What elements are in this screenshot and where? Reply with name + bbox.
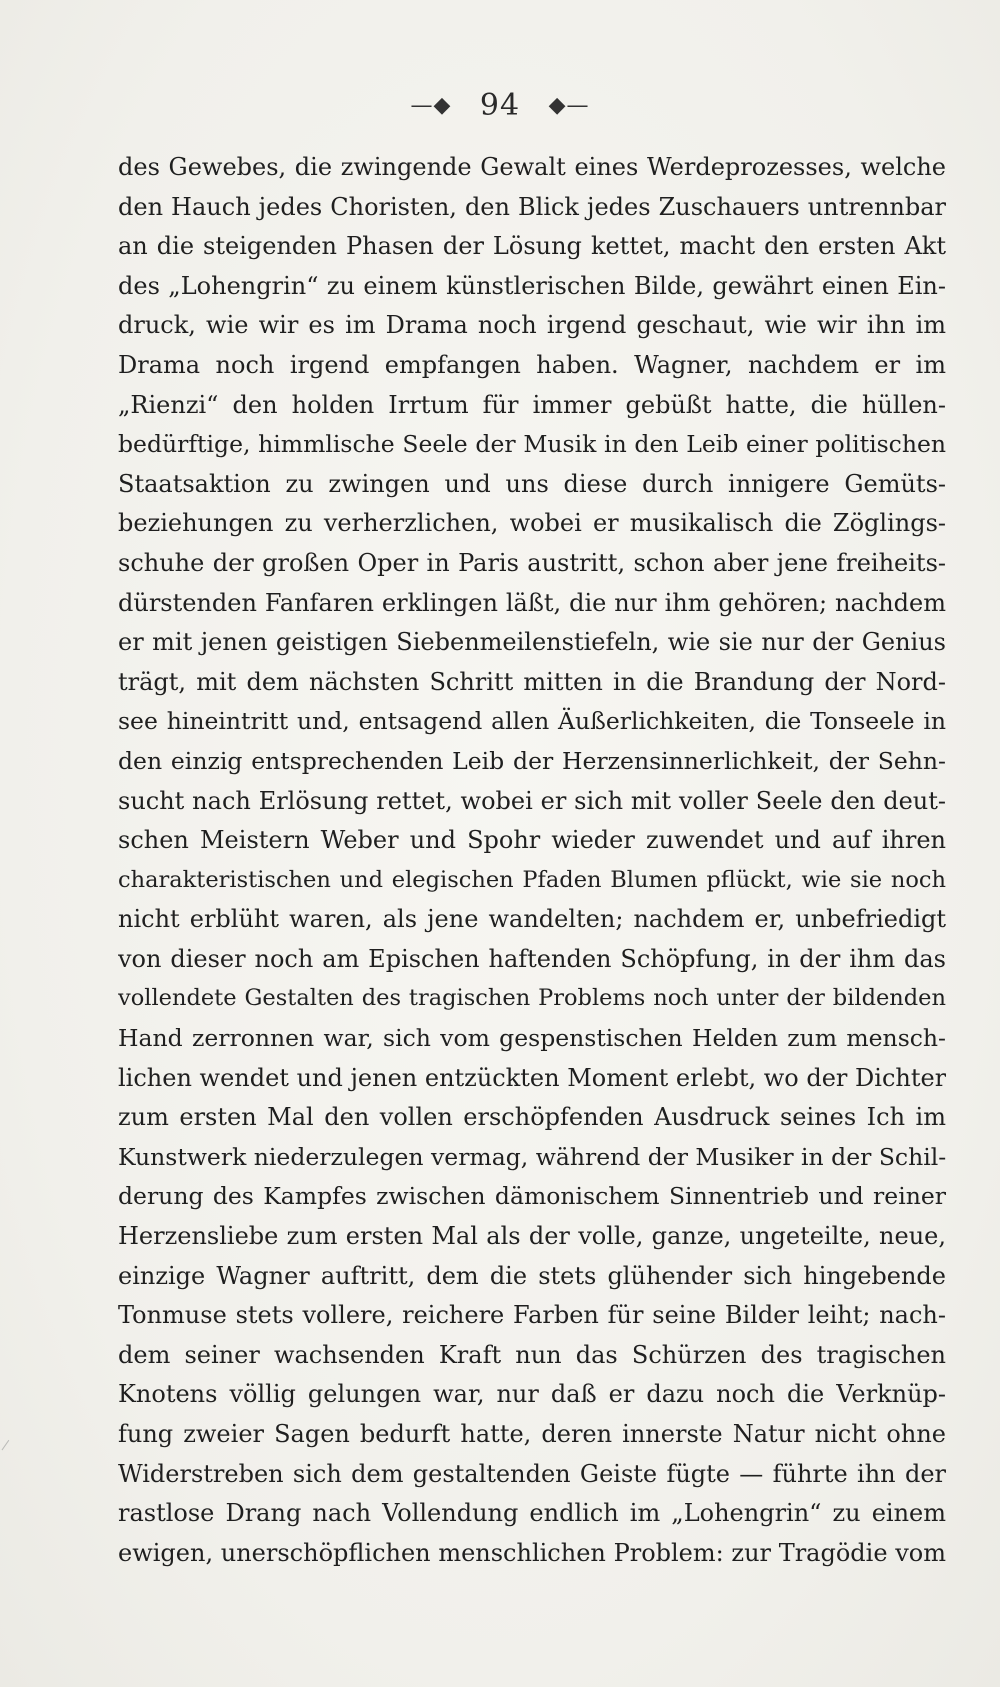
- margin-mark: [2, 1440, 18, 1456]
- text-line: Herzensliebe zum ersten Mal als der volle, ganze, ungeteilte, neue,: [118, 1222, 946, 1251]
- text-line: lichen wendet und jenen entzückten Moment erlebt, wo der Dichter: [118, 1063, 946, 1092]
- text-line: von dieser noch am Epischen haftenden Schöpfung, in der ihm das: [118, 944, 946, 973]
- text-line: fung zweier Sagen bedurft hatte, deren innerste Natur nicht ohne: [118, 1420, 946, 1448]
- text-line: vollendete Gestalten des tragischen Problems noch unter der bildenden: [118, 985, 946, 1012]
- ornament-right: ◆—: [548, 92, 590, 118]
- text-line: nicht erblüht waren, als jene wandelten; nachdem er, unbefriedigt: [118, 905, 946, 934]
- text-line: see hineintritt und, entsagend allen Äußerlichkeiten, die Tonseele in: [118, 707, 946, 736]
- text-line: den Hauch jedes Choristen, den Blick jedes Zuschauers untrennbar: [118, 192, 946, 221]
- text-line: des Gewebes, die zwingende Gewalt eines Werdeprozesses, welche: [118, 153, 946, 181]
- text-line: Staatsaktion zu zwingen und uns diese durch innigere Gemüts-: [118, 469, 946, 498]
- text-line: zum ersten Mal den vollen erschöpfenden Ausdruck seines Ich im: [118, 1103, 946, 1132]
- text-line: rastlose Drang nach Vollendung endlich im „Lohengrin“ zu einem: [118, 1499, 946, 1528]
- text-line: den einzig entsprechenden Leib der Herzensinnerlichkeit, der Sehn-: [118, 746, 946, 775]
- text-line: schen Meistern Weber und Spohr wieder zuwendet und auf ihren: [118, 826, 946, 855]
- text-line: „Rienzi“ den holden Irrtum für immer gebüßt hatte, die hüllen-: [118, 390, 946, 419]
- text-line: einzige Wagner auftritt, dem die stets glühender sich hingebende: [118, 1261, 946, 1290]
- text-line: dem seiner wachsenden Kraft nun das Schürzen des tragischen: [118, 1340, 946, 1369]
- text-line: Hand zerronnen war, sich vom gespenstischen Helden zum mensch-: [118, 1024, 946, 1053]
- text-line: an die steigenden Phasen der Lösung kettet, macht den ersten Akt: [118, 232, 946, 261]
- body-text: [118, 148, 946, 1573]
- text-line: sucht nach Erlösung rettet, wobei er sich mit voller Seele den deut-: [118, 786, 946, 815]
- text-line: des „Lohengrin“ zu einem künstlerischen Bilde, gewährt einen Ein-: [118, 271, 946, 300]
- text-line: er mit jenen geistigen Siebenmeilenstiefeln, wie sie nur der Genius: [118, 628, 946, 657]
- text-line: Drama noch irgend empfangen haben. Wagner, nachdem er im: [118, 350, 946, 379]
- text-line: Kunstwerk niederzulegen vermag, während der Musiker in der Schil-: [118, 1142, 946, 1171]
- page-header: [0, 86, 1000, 123]
- text-line: charakteristischen und elegischen Pfaden Blumen pflückt, wie sie noch: [118, 866, 946, 893]
- ornament-left: —◆: [410, 92, 452, 118]
- text-line: dürstenden Fanfaren erklingen läßt, die nur ihm gehören; nachdem: [118, 588, 946, 617]
- text-line: bedürftige, himmlische Seele der Musik in den Leib einer politischen: [118, 430, 946, 459]
- text-line: druck, wie wir es im Drama noch irgend geschaut, wie wir ihn im: [118, 311, 946, 340]
- page-number: 94: [479, 87, 521, 123]
- text-line: Tonmuse stets vollere, reichere Farben für seine Bilder leiht; nach-: [118, 1301, 946, 1330]
- text-line: Widerstreben sich dem gestaltenden Geiste fügte — führte ihn der: [118, 1459, 946, 1488]
- text-line: beziehungen zu verherzlichen, wobei er musikalisch die Zöglings-: [118, 509, 946, 538]
- text-line: schuhe der großen Oper in Paris austritt, schon aber jene freiheits-: [118, 548, 946, 577]
- text-line: trägt, mit dem nächsten Schritt mitten in die Brandung der Nord-: [118, 667, 946, 696]
- text-line: derung des Kampfes zwischen dämonischem Sinnentrieb und reiner: [118, 1182, 946, 1211]
- text-line: ewigen, unerschöpflichen menschlichen Problem: zur Tragödie vom: [118, 1538, 946, 1567]
- text-line: Knotens völlig gelungen war, nur daß er dazu noch die Verknüp-: [118, 1380, 946, 1409]
